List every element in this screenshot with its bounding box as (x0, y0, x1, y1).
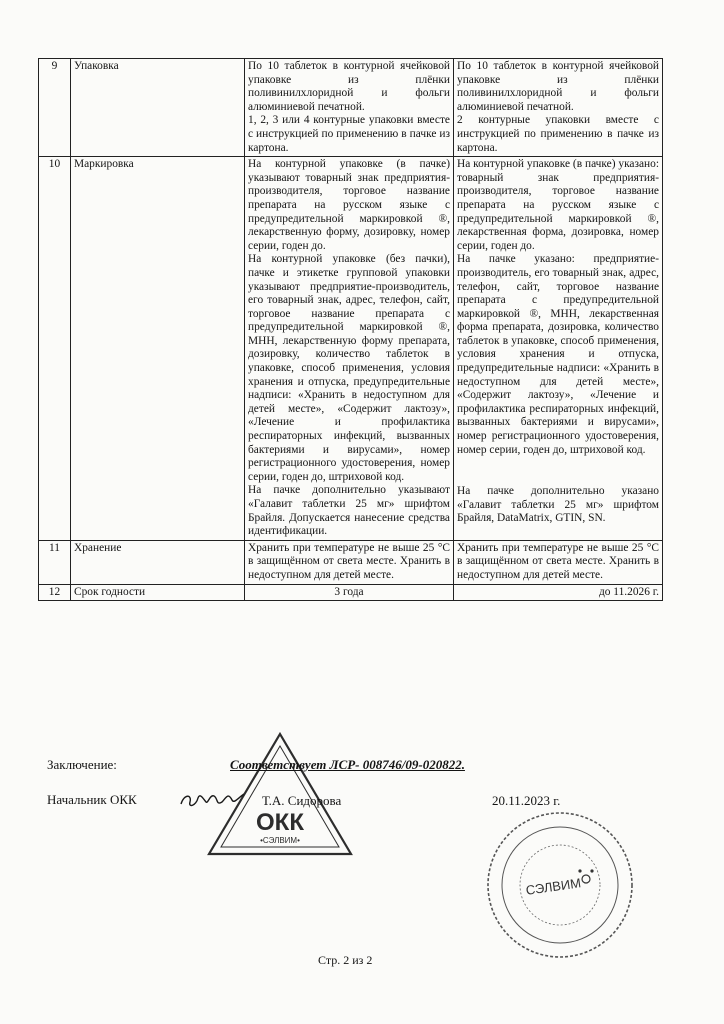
row-name: Упаковка (71, 59, 245, 157)
table-row (39, 584, 663, 601)
head-label: Начальник ОКК (47, 792, 137, 807)
table-row (39, 540, 663, 584)
cell-paragraph: По 10 таблеток в контурной ячейковой упаковке из плёнки поливинилхлоридной и фольги алюминиевой печатной. (457, 60, 659, 113)
cell-paragraph: до 11.2026 г. (598, 585, 659, 598)
head-name: Т.А. Сидорова (262, 793, 342, 808)
row-name: Хранение (71, 540, 245, 584)
cell-paragraph: На пачке дополнительно указывают «Галавит таблетки 25 мг» шрифтом Брайля. Допускается нанесение средства идентификации. (248, 484, 450, 538)
result-cell (454, 157, 663, 541)
result-cell (454, 540, 663, 584)
cell-paragraph: 2 контурные упаковки вместе с инструкцией по применению в пачке из картона. (457, 114, 659, 154)
okk-stamp-bottom: •СЭЛВИМ• (260, 836, 300, 845)
cell-paragraph: На контурной упаковке (без пачки), пачке и этикетке групповой упаковки указывают предприятие-производитель, его товарный знак, адрес, телефон, сайт, торговое название препарата с предупредительной маркировкой ®, МНН, лекарственную форму препарата, дозировку, количество таблеток в упаковке, способ применения, условия хранения и отпуска, предупредительные надписи: «Хранить в недоступном для детей месте», «Содержит лактозу», «Лечение и профилактика респираторных инфекций, вызванных бактериями и вирусами», номер регистрационного удостоверения, номер серии, годен до, штриховой код. (248, 253, 450, 483)
spec-table (38, 58, 663, 601)
company-stamp (480, 805, 640, 970)
cell-paragraph: На контурной упаковке (в пачке) указано: товарный знак предприятия-производителя, торговое название препарата на русском языке с предупредительной маркировкой ®, лекарственная форма, дозировка, номер серии, годен до. (457, 158, 659, 252)
cell-paragraph: 1, 2, 3 или 4 контурные упаковки вместе с инструкцией по применению в пачке из картона. (248, 114, 450, 154)
conclusion-label: Заключение: (47, 757, 117, 772)
conclusion-verdict: Соответствует ЛСР- 008746/09-020822. (230, 757, 465, 772)
result-cell (454, 584, 663, 601)
table-row (39, 59, 663, 157)
okk-stamp-center: ОКК (256, 809, 304, 836)
cell-paragraph: Хранить при температуре не выше 25 °С в защищённом от света месте. Хранить в недоступном для детей месте. (248, 541, 450, 581)
requirement-cell (245, 157, 454, 541)
row-number: 12 (39, 584, 71, 601)
row-number: 10 (39, 157, 71, 541)
result-cell (454, 59, 663, 157)
cell-paragraph: Хранить при температуре не выше 25 °С в защищённом от света месте. Хранить в недоступном для детей месте. (457, 541, 659, 581)
page-number: Стр. 2 из 2 (318, 953, 373, 967)
row-name: Маркировка (71, 157, 245, 541)
cell-paragraph: На пачке дополнительно указано «Галавит таблетки 25 мг» шрифтом Брайля, DataMatrix, GTIN, SN. (457, 485, 659, 525)
company-stamp-center: СЭЛВИМ (524, 875, 582, 898)
requirement-cell (245, 540, 454, 584)
signature (178, 786, 248, 817)
cell-paragraph: По 10 таблеток в контурной ячейковой упаковке из плёнки поливинилхлоридной и фольги алюминиевой печатной. (248, 60, 450, 113)
cell-paragraph: На контурной упаковке (в пачке) указывают товарный знак предприятия-производителя, торговое название препарата на русском языке с предупредительной маркировкой ®, лекарственную форму, дозировку, номер серии, годен до. (248, 158, 450, 252)
row-name: Срок годности (71, 584, 245, 601)
table-row (39, 157, 663, 541)
row-number: 9 (39, 59, 71, 157)
cell-paragraph: На пачке указано: предприятие-производитель, его товарный знак, адрес, телефон, сайт, торговое название препарата с предупредительной маркировкой ®, МНН, лекарственная форма препарата, дозировка, количество таблеток в упаковке, способ применения, условия хранения и отпуска, предупредительные надписи: «Хранить в недоступном для детей месте», «Содержит лактозу», «Лечение и профилактика респираторных инфекций, вызванных бактериями и вирусами», номер регистрационного удостоверения, номер серии, годен до, штриховой код. (457, 253, 659, 456)
spacer (457, 457, 659, 485)
requirement-cell (245, 59, 454, 157)
cell-paragraph: 3 года (334, 585, 364, 598)
company-stamp-graphic (480, 805, 640, 965)
signature-graphic (178, 786, 248, 812)
requirement-cell (245, 584, 454, 601)
signature-date: 20.11.2023 г. (492, 793, 561, 808)
row-number: 11 (39, 540, 71, 584)
